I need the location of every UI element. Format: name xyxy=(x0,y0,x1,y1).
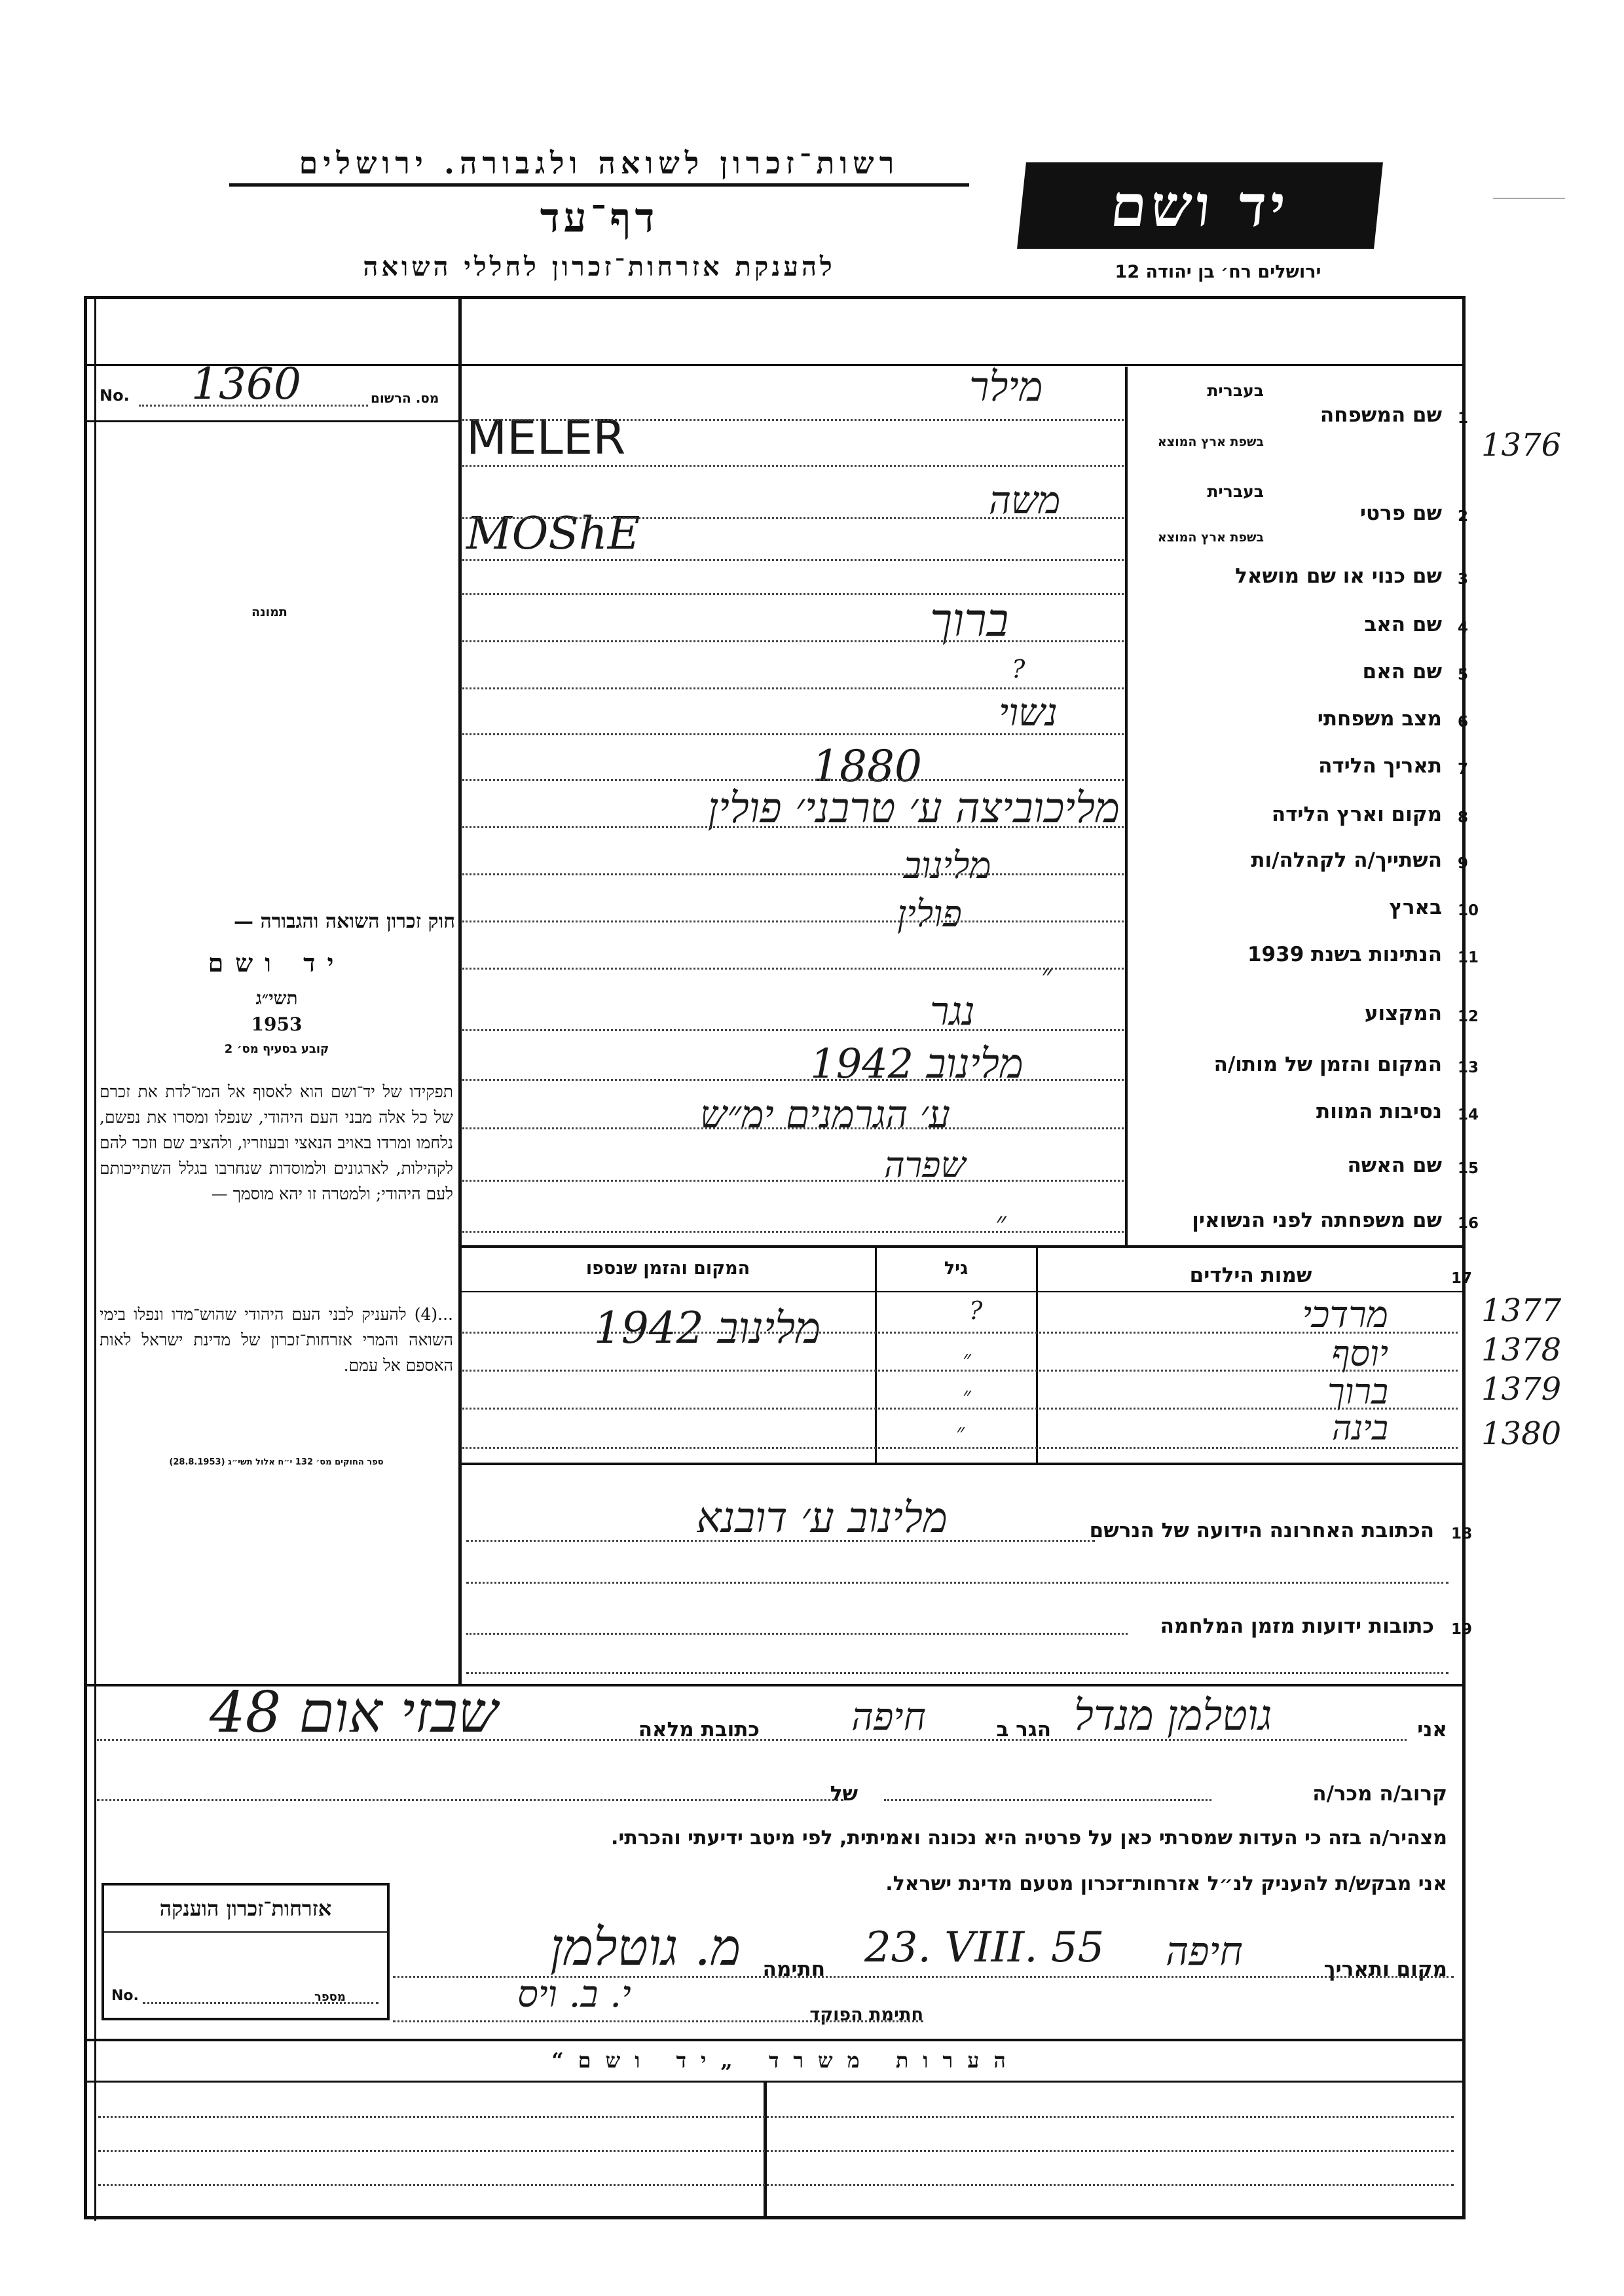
field-15-label: שם האשה xyxy=(1347,1154,1442,1177)
field-2-value-hebrew: משה xyxy=(989,478,1061,522)
notes-line-3 xyxy=(98,2184,1454,2186)
left-column-divider xyxy=(458,296,462,1685)
declaration-line-4 xyxy=(393,2020,923,2022)
margin-note-5: 1380 xyxy=(1481,1415,1562,1452)
children-col-names: שמות הילדים xyxy=(1189,1264,1312,1287)
field-7-value: 1880 xyxy=(812,741,922,792)
law-text-2: ...(4) להעניק לבני העם היהודי שהוש־מדו ונפלו בימי השואה והמרי אזרחות־זכרון של מדינת ישראל לאות האספם אל עמם. xyxy=(100,1305,453,1375)
child-2-name: יוסף xyxy=(1331,1333,1388,1374)
notes-header-rule xyxy=(84,2081,1466,2083)
field-16-line xyxy=(462,1231,1124,1233)
child-4-name: בינה xyxy=(1331,1409,1388,1448)
child-1-place: מלינוב 1942 xyxy=(593,1303,821,1353)
declaration-ani: אני xyxy=(1417,1718,1447,1741)
field-18-value: מלינוב ע׳ דובנא xyxy=(696,1494,948,1542)
field-10-value: פולין xyxy=(897,893,962,936)
frame-left-inner xyxy=(94,296,96,2221)
field-2-sub-hebrew: בעברית xyxy=(1207,482,1264,501)
resides-label: הגר ב xyxy=(996,1718,1051,1741)
margin-note-1: 1376 xyxy=(1481,427,1562,464)
header-address: ירושלים רח׳ בן יהודה 12 xyxy=(1115,262,1321,282)
declaration-line-2 xyxy=(97,1799,843,1801)
field-14-value: ע׳ הגרמנים ימ״ש xyxy=(699,1092,951,1137)
field-1-sub-origin: בשפת ארץ המוצא xyxy=(1157,435,1264,449)
margin-note-2: 1377 xyxy=(1481,1292,1562,1329)
place-value: חיפה xyxy=(1166,1929,1243,1975)
field-1-line-a xyxy=(462,419,1124,421)
field-7-label: תאריך הלידה xyxy=(1318,754,1442,778)
children-divider-2 xyxy=(1036,1247,1038,1463)
field-15-line xyxy=(462,1180,1124,1182)
field-4-number: 4 xyxy=(1458,619,1469,636)
field-10-number: 10 xyxy=(1458,902,1479,919)
child-3-name: ברוך xyxy=(1327,1371,1388,1412)
children-divider-1 xyxy=(875,1247,877,1463)
law-text: תפקידו של יד־ושם הוא לאסוף אל המו־לדת את זכרם של כל אלה מבני העם היהודי, שנפלו ומסרו את נפשם, נלחמו ומרדו באויב הנאצי ובעוזריו, ולהציב שם וזכר להם לקהילות, לארגונים ולמוסדות שנחרבו בגלל השתייכותם לעם היהודי; ולמטרה זו יהא מוסמך — xyxy=(100,1082,453,1203)
field-19-line-b xyxy=(466,1672,1449,1674)
reg-no-latin: No. xyxy=(100,386,130,405)
certificate-no-label: מספר xyxy=(314,1990,346,2004)
field-13-line xyxy=(462,1079,1124,1081)
field-13-value: מלינוב 1942 xyxy=(810,1040,1024,1087)
field-19-line-a xyxy=(466,1633,1128,1635)
form-subtitle: להענקת אזרחות־זכרון לחללי השואה xyxy=(363,251,836,282)
field-9-label: השתייך/ה לקהלה/ות xyxy=(1251,848,1442,872)
law-clause: קובע בסעיף מס׳ 2 xyxy=(224,1042,329,1056)
field-6-value: נשוי xyxy=(999,690,1058,735)
children-col-age: גיל xyxy=(944,1258,969,1279)
relative-label: קרוב/ה מכר/ה xyxy=(1312,1782,1447,1806)
field-11-number: 11 xyxy=(1458,949,1479,966)
city-value: חיפה xyxy=(851,1694,926,1739)
field-2-line-b xyxy=(462,559,1124,561)
full-address-label: כתובת מלאה xyxy=(638,1718,760,1741)
certificate-no-latin: No. xyxy=(111,1988,139,2004)
yad-vashem-logo xyxy=(1017,162,1383,249)
law-name: יד ושם xyxy=(208,948,346,977)
field-16-label: שם משפחתה לפני הנשואין xyxy=(1192,1209,1442,1232)
margin-note-4: 1379 xyxy=(1481,1371,1562,1408)
law-year-hebrew: תשי״ג xyxy=(255,987,298,1009)
field-6-number: 6 xyxy=(1458,714,1469,731)
field-9-line xyxy=(462,873,1124,875)
place-date-label: מקום ותאריך xyxy=(1323,1958,1447,1981)
photo-area-rule xyxy=(84,420,460,422)
children-bottom-rule xyxy=(458,1463,1466,1465)
field-7-line xyxy=(462,779,1124,781)
signature-label: חתימה xyxy=(762,1958,825,1981)
field-2-label: שם פרטי xyxy=(1359,501,1442,525)
field-2-number: 2 xyxy=(1458,508,1469,525)
field-1-label: שם המשפחה xyxy=(1320,403,1442,427)
field-18-line-a xyxy=(466,1540,1095,1542)
field-9-value: מלינוב xyxy=(904,845,991,887)
law-year: 1953 xyxy=(251,1013,303,1035)
law-title: חוק זכרון השואה והגבורה — xyxy=(234,910,455,933)
field-18-label: הכתובת האחרונה הידועה של הנרשם xyxy=(1089,1519,1434,1542)
field-2-value-latin: MOShE xyxy=(466,508,640,560)
field-16-number: 16 xyxy=(1458,1215,1479,1232)
field-1-sub-hebrew: בעברית xyxy=(1207,381,1264,400)
declarant-name: גוטלמן מנדל xyxy=(1074,1692,1272,1740)
field-10-label: בארץ xyxy=(1389,896,1442,919)
field-15-number: 15 xyxy=(1458,1160,1479,1177)
date-value: 23. VIII. 55 xyxy=(864,1923,1105,1972)
children-number: 17 xyxy=(1451,1270,1473,1287)
field-16-value: ״ xyxy=(995,1206,1006,1239)
field-6-label: מצב משפחתי xyxy=(1317,707,1442,731)
field-4-line xyxy=(462,640,1124,642)
field-15-value: שפרה xyxy=(884,1144,966,1186)
field-12-number: 12 xyxy=(1458,1008,1479,1025)
field-8-value: מליכוביצה ע׳ טרבני׳ פולין xyxy=(707,784,1120,833)
reg-no-value: 1360 xyxy=(191,359,301,409)
field-1-number: 1 xyxy=(1458,410,1469,427)
certificate-inner-rule xyxy=(103,1931,388,1933)
children-header-rule xyxy=(458,1291,1466,1292)
field-12-value: נגר xyxy=(930,989,975,1034)
full-address-value: שבזי אום 48 xyxy=(209,1680,498,1745)
field-8-number: 8 xyxy=(1458,809,1469,826)
form-title: דף־עד xyxy=(540,194,659,242)
field-2-line-a xyxy=(462,517,1124,519)
children-col-place: המקום והזמן שנספו xyxy=(585,1258,750,1279)
law-footer: ספר החוקים מס׳ 132 י״ח אלול תשי״ג (28.8.1953) xyxy=(169,1457,384,1467)
field-8-line xyxy=(462,826,1124,828)
declaration-line-2b xyxy=(884,1799,1211,1801)
field-7-number: 7 xyxy=(1458,761,1469,778)
field-3-line xyxy=(462,593,1124,595)
field-1-line-b xyxy=(462,465,1124,467)
child-4-age: ״ xyxy=(956,1419,965,1446)
field-8-label: מקום וארץ הלידה xyxy=(1271,803,1442,826)
officer-label: חתימת הפוקד xyxy=(809,2005,923,2025)
field-5-value: ? xyxy=(1012,655,1025,683)
declaration-statement: מצהיר/ה בזה כי העדות שמסרתי כאן על פרטיה היא נכונה ואמיתית, לפי מיטב ידיעתי והכרתי. xyxy=(611,1827,1447,1850)
field-14-number: 14 xyxy=(1458,1106,1479,1123)
field-19-number: 19 xyxy=(1451,1621,1473,1638)
field-6-line xyxy=(462,733,1124,735)
field-2-sub-origin: בשפת ארץ המוצא xyxy=(1157,530,1264,545)
margin-note-3: 1378 xyxy=(1481,1332,1562,1368)
field-18-line-b xyxy=(466,1582,1449,1584)
field-5-label: שם האם xyxy=(1362,660,1442,683)
top-right-rule xyxy=(1493,198,1565,199)
field-5-line xyxy=(462,687,1124,689)
field-11-line xyxy=(462,968,1124,970)
field-13-label: המקום והזמן של מותו/ה xyxy=(1213,1053,1442,1076)
signature-value: מ. גוטלמן xyxy=(550,1918,741,1977)
declaration-request: אני מבקש/ת להעניק לנ״ל אזרחות־זכרון מטעם מדינת ישראל. xyxy=(885,1872,1447,1895)
field-12-line xyxy=(462,1029,1124,1031)
field-13-number: 13 xyxy=(1458,1059,1479,1076)
field-12-label: המקצוע xyxy=(1364,1002,1442,1025)
reg-no-label: מס. הרשום xyxy=(371,390,439,406)
field-11-label: הנתינות בשנת 1939 xyxy=(1247,943,1442,966)
field-9-number: 9 xyxy=(1458,855,1469,872)
field-5-number: 5 xyxy=(1458,666,1469,683)
field-4-label: שם האב xyxy=(1364,613,1442,636)
child-3-age: ״ xyxy=(963,1383,971,1409)
logo-text: יד ושם xyxy=(1107,171,1293,240)
of-label: של xyxy=(830,1782,858,1806)
notes-line-1 xyxy=(98,2116,1454,2118)
child-1-age: ? xyxy=(969,1296,983,1325)
child-2-age: ״ xyxy=(963,1346,971,1372)
field-14-label: נסיבות המוות xyxy=(1316,1100,1442,1123)
photo-label: תמונה xyxy=(251,605,287,619)
certificate-no-line xyxy=(143,2002,378,2004)
children-top-rule xyxy=(458,1245,1466,1248)
authority-title: רשות־זכרון לשואה ולגבורה. ירושלים xyxy=(229,145,969,187)
field-11-value: ״ xyxy=(1041,958,1052,992)
field-19-label: כתובות ידועות מזמן המלחמה xyxy=(1160,1614,1434,1638)
notes-line-2 xyxy=(98,2150,1454,2152)
office-notes-title: הערות משרד „יד ושם“ xyxy=(551,2048,1020,2073)
notes-top-rule xyxy=(84,2039,1466,2041)
field-1-value-hebrew: מילר xyxy=(969,363,1043,410)
child-1-name: מרדכי xyxy=(1302,1294,1388,1336)
labels-divider xyxy=(1125,367,1128,1247)
certificate-title: אזרחות־זכרון הוענקה xyxy=(159,1896,332,1921)
officer-signature: י. ב. ויס xyxy=(517,1973,631,2016)
field-1-value-latin: MELER xyxy=(466,410,626,465)
field-10-line xyxy=(462,920,1124,922)
field-4-value: ברוך xyxy=(930,593,1009,647)
field-18-number: 18 xyxy=(1451,1525,1473,1542)
field-3-number: 3 xyxy=(1458,571,1469,588)
declaration-line-1 xyxy=(97,1739,1407,1741)
field-3-label: שם כנוי או שם מושאל xyxy=(1235,564,1442,588)
field-14-line xyxy=(462,1127,1124,1129)
